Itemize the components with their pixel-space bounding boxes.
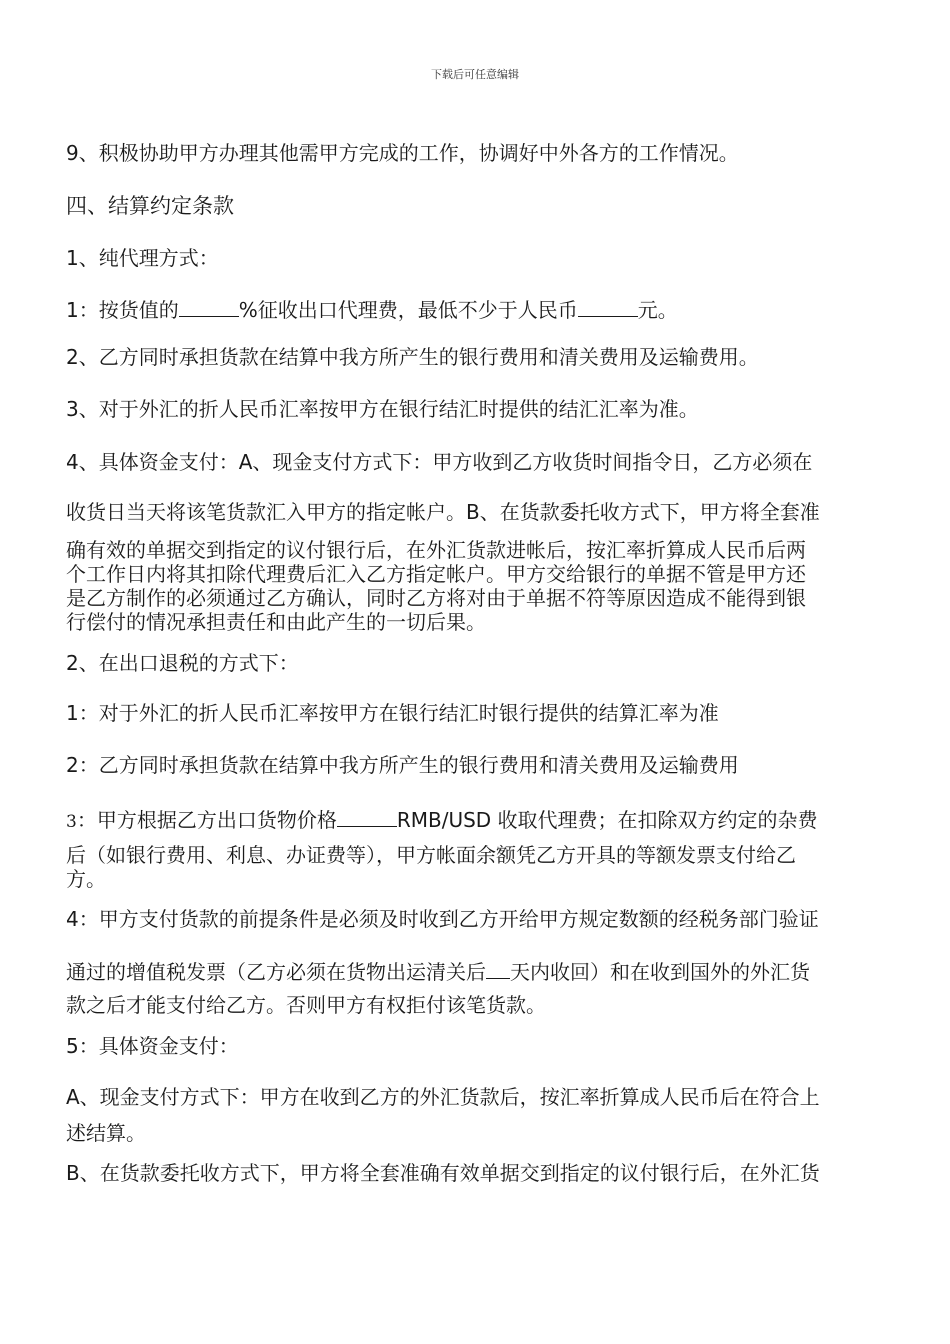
clause-cash-payment: A、现金支付方式下：甲方在收到乙方的外汇货款后，按汇率折算成人民币后在符合上 [66, 1085, 820, 1109]
clause-exchange-rate: 3、对于外汇的折人民币汇率按甲方在银行结汇时提供的结汇汇率为准。 [66, 397, 699, 421]
paragraph-row: 个工作日内将其扣除代理费后汇入乙方指定帐户。甲方交给银行的单据不管是甲方还 [66, 562, 806, 586]
clause-text: %征收出口代理费，最低不少于人民币 [238, 298, 578, 322]
subsection-specific-payment: 5：具体资金支付： [66, 1034, 239, 1058]
clause-bank-fees: 2、乙方同时承担货款在结算中我方所产生的银行费用和清关费用及运输费用。 [66, 345, 759, 369]
clause-rebate-exchange-rate: 1：对于外汇的折人民币汇率按甲方在银行结汇时银行提供的结算汇率为准 [66, 701, 719, 725]
clause-collection-payment: B、在货款委托收方式下，甲方将全套准确有效单据交到指定的议付银行后，在外汇货 [66, 1161, 820, 1185]
clause-payment-b: 收货日当天将该笔货款汇入甲方的指定帐户。B、在货款委托收方式下，甲方将全套准 [66, 500, 820, 524]
clause-payment-a: 4、具体资金支付：A、现金支付方式下：甲方收到乙方收货时间指令日，乙方必须在 [66, 450, 813, 474]
clause-text: 通过的增值税发票（乙方必须在货物出运清关后 [66, 960, 486, 984]
subsection-pure-agency: 1、纯代理方式： [66, 246, 219, 270]
clause-vat-invoice [66, 958, 810, 984]
clause-text: 元。 [637, 298, 678, 322]
clause-text: ：甲方根据乙方出口货物价格 [76, 808, 337, 832]
clause-payment-precondition: 4：甲方支付货款的前提条件是必须及时收到乙方开给甲方规定数额的经税务部门验证 [66, 907, 819, 931]
subsection-export-rebate: 2、在出口退税的方式下： [66, 651, 299, 675]
clause-text: RMB/USD 收取代理费；在扣除双方约定的杂费 [396, 808, 818, 832]
clause-agency-fee [66, 296, 678, 322]
fill-blank-days [486, 958, 510, 979]
clause-rebate-agency-paragraph [66, 843, 902, 891]
paragraph-row: 后（如银行费用、利息、办证费等），甲方帐面余额凭乙方开具的等额发票支付给乙 [66, 843, 796, 867]
paragraph-row: 确有效的单据交到指定的议付银行后，在外汇货款进帐后，按汇率折算成人民币后两 [66, 538, 806, 562]
paragraph-row: 行偿付的情况承担责任和由此产生的一切后果。 [66, 610, 486, 634]
header-note: 下载后可任意编辑 [431, 68, 519, 81]
clause-rebate-bank-fees: 2：乙方同时承担货款在结算中我方所产生的银行费用和清关费用及运输费用 [66, 753, 739, 777]
fill-blank-rate [337, 806, 397, 827]
clause-payment-paragraph [66, 538, 902, 634]
paragraph-row: 方。 [66, 867, 106, 891]
clause-9: 9、积极协助甲方办理其他需甲方完成的工作，协调好中外各方的工作情况。 [66, 141, 739, 165]
section-heading-settlement: 四、结算约定条款 [66, 194, 234, 218]
clause-text: 天内收回）和在收到国外的外汇货 [510, 960, 810, 984]
clause-text: 1：按货值的 [66, 298, 179, 322]
clause-cash-payment-cont: 述结算。 [66, 1121, 146, 1145]
clause-rebate-agency-fee [66, 806, 818, 834]
clause-number: 3 [66, 812, 77, 832]
fill-blank-min-amount [578, 296, 638, 317]
paragraph-row: 是乙方制作的必须通过乙方确认，同时乙方将对由于单据不符等原因造成不能得到银 [66, 586, 806, 610]
fill-blank-percent [179, 296, 239, 317]
clause-refusal: 款之后才能支付给乙方。否则甲方有权拒付该笔货款。 [66, 993, 546, 1017]
